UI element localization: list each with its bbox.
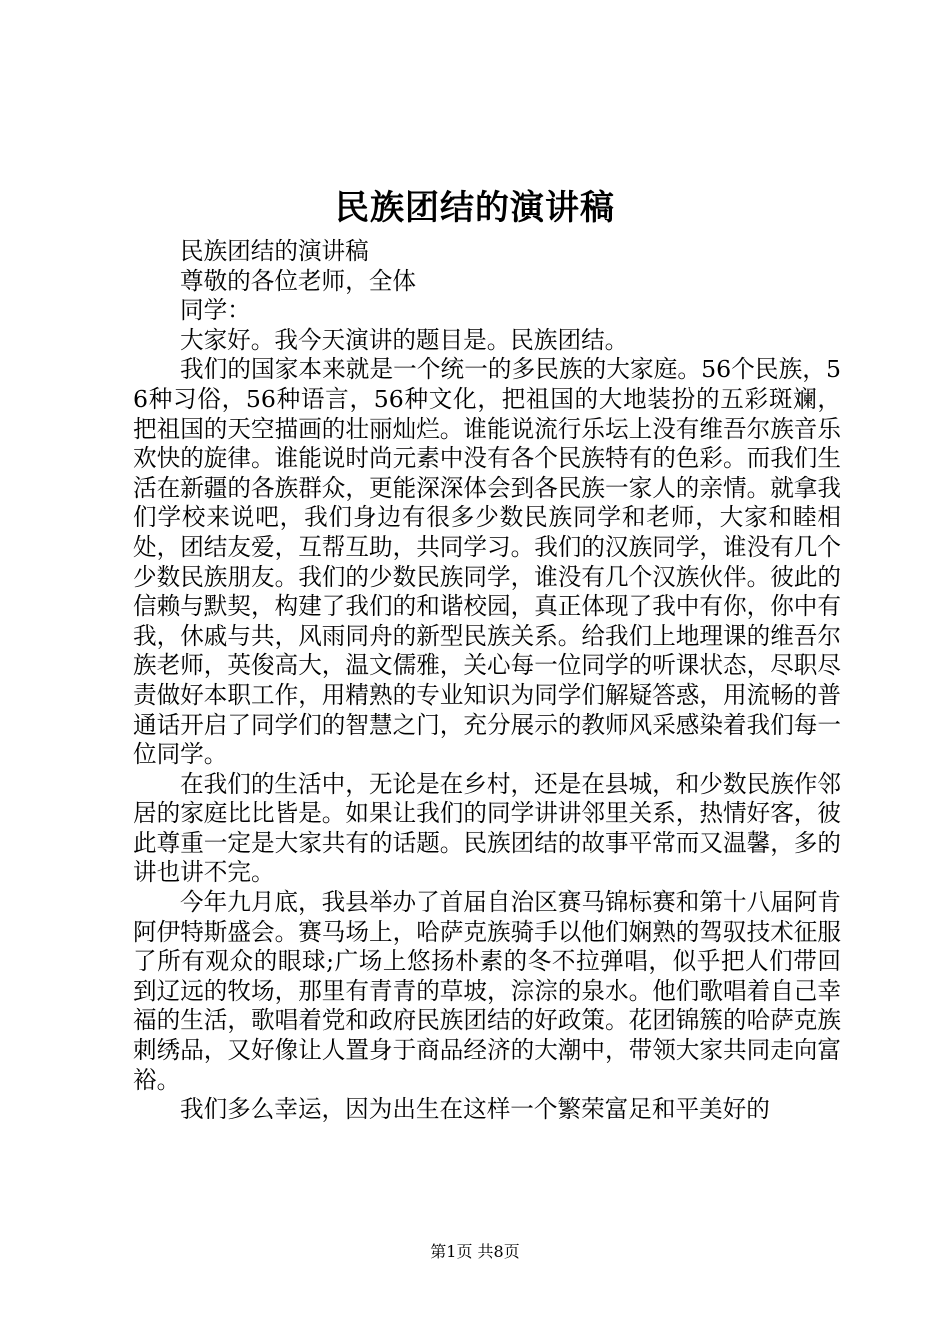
document-body <box>133 237 841 1125</box>
document-title: 民族团结的演讲稿 <box>335 188 615 228</box>
paragraph-body: 在我们的生活中，无论是在乡村，还是在县城，和少数民族作邻居的家庭比比皆是。如果让我们的同学讲讲邻里关系，热情好客，彼此尊重一定是大家共有的话题。民族团结的故事平常而又温馨，多的讲也讲不完。 <box>133 769 841 887</box>
paragraph-body: 我们的国家本来就是一个统一的多民族的大家庭。56个民族，56种习俗，56种语言，56种文化，把祖国的大地装扮的五彩斑斓，把祖国的天空描画的壮丽灿烂。谁能说流行乐坛上没有维吾尔族音乐欢快的旋律。谁能说时尚元素中没有各个民族特有的色彩。而我们生活在新疆的各族群众，更能深深体会到各民族一家人的亲情。就拿我们学校来说吧，我们身边有很多少数民族同学和老师，大家和睦相处，团结友爱，互帮互助，共同学习。我们的汉族同学，谁没有几个少数民族朋友。我们的少数民族同学，谁没有几个汉族伙伴。彼此的信赖与默契，构建了我们的和谐校园，真正体现了我中有你，你中有我，休戚与共，风雨同舟的新型民族关系。给我们上地理课的维吾尔族老师，英俊高大，温文儒雅，关心每一位同学的听课状态，尽职尽责做好本职工作，用精熟的专业知识为同学们解疑答惑，用流畅的普通话开启了同学们的智慧之门，充分展示的教师风采感染着我们每一位同学。 <box>133 355 841 769</box>
paragraph-salutation-continued: 同学： <box>180 296 251 325</box>
paragraph-body: 今年九月底，我县举办了首届自治区赛马锦标赛和第十八届阿肯阿伊特斯盛会。赛马场上，哈萨克族骑手以他们娴熟的驾驭技术征服了所有观众的眼球;广场上悠扬朴素的冬不拉弹唱，似乎把人们带回到辽远的牧场，那里有青青的草坡，淙淙的泉水。他们歌唱着自己幸福的生活，歌唱着党和政府民族团结的好政策。花团锦簇的哈萨克族刺绣品，又好像让人置身于商品经济的大潮中，带领大家共同走向富裕。 <box>133 888 841 1094</box>
page-footer: 第1页 共8页 <box>430 1242 520 1261</box>
paragraph-subtitle: 民族团结的演讲稿 <box>180 237 369 265</box>
paragraph-body: 我们多么幸运，因为出生在这样一个繁荣富足和平美好的 <box>180 1095 770 1124</box>
paragraph-greeting: 大家好。我今天演讲的题目是。民族团结。 <box>180 325 629 354</box>
paragraph-salutation: 尊敬的各位老师，全体 <box>180 266 416 295</box>
